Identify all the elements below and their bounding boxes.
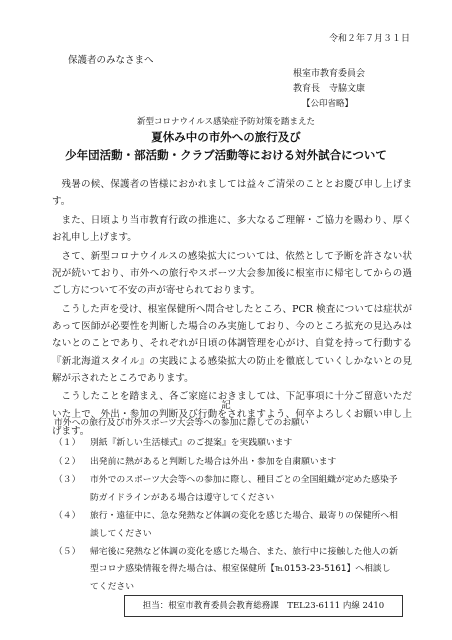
contact-info-box: 担当：根室市教育委員会教育総務課 TEL23-6111 内線 2410	[124, 595, 403, 617]
sender-name: 教育長 寺脇文康	[293, 84, 366, 94]
list-item-number: （２）	[54, 456, 81, 467]
list-item	[54, 435, 399, 452]
document-title-line-1: 夏休み中の市外への旅行及び	[151, 130, 301, 144]
list-item-text: 別紙『新しい生活様式』のご提案』を実践願います	[90, 438, 293, 448]
addressee: 保護者のみなさまへ	[68, 55, 154, 66]
document-date: 令和２年７月３１日	[328, 34, 410, 44]
body-paragraph-greeting: 残暑の候、保護者の皆様におかれましては益々ご清栄のこととお慶び申し上げます。	[52, 179, 412, 208]
list-item-number: （５）	[54, 547, 81, 558]
document-subtitle: 新型コロナウイルス感染症予防対策を踏まえた	[137, 117, 315, 127]
sender-organization: 根室市教育委員会	[293, 69, 366, 79]
list-item-number: （１）	[54, 438, 81, 448]
body-paragraph-pcr: こうした声を受け、根室保健所へ問合せしたところ、PCR 検査については症状があって医師が必要性を判断した場合のみ実施しており、今のところ拡充の見込みはないとのことであり、それぞれが日頃の体調管理を心がけ、自覚を持って行動する『新北海道スタイル』の実践による感染拡大の防止を徹底していくしかないとの見解が示されたところであります。	[52, 303, 412, 384]
list-item	[54, 544, 399, 596]
list-item-text: 出発前に熱があると判断した場合は外出・参加を自粛願います	[90, 456, 337, 467]
body-paragraph-thanks: また、日頃より当市教育行政の推進に、多大なるご理解・ご協力を賜わり、厚くお礼申し上げます。	[52, 214, 412, 244]
list-item-number: （３）	[54, 475, 81, 486]
list-item-text: 旅行・遠征中に、急な発熱など体調の変化を感じた場合、最寄りの保健所へ相談してください	[90, 511, 398, 539]
list-item-number: （４）	[54, 511, 81, 522]
body-paragraph-request: こうしたことを踏まえ、各ご家庭におきましては、下記事項に十分ご留意いただいた上で、外出・参加の判断及び行動をされますよう、何卒よろしくお願い申し上げます。	[52, 391, 412, 437]
list-item-text: 市外でのスポーツ大会等への参加に際し、種目ごとの全国組織が定めた感染予防ガイドラインがある場合は遵守してください	[90, 475, 398, 503]
list-item	[54, 472, 399, 506]
request-list	[54, 435, 399, 596]
body-paragraph-situation: さて、新型コロナウイルスの感染拡大については、依然として予断を許さない状況が続いており、市外への旅行やスポーツ大会参加後に根室市に帰宅してからの過ごし方について不安の声が寄せられております。	[52, 250, 412, 297]
list-item	[54, 454, 399, 471]
request-list-section	[54, 416, 399, 597]
document-title-line-2: 少年団活動・部活動・クラブ活動等における対外試合について	[65, 148, 387, 162]
request-list-heading: 市外への旅行及び市外スポーツ大会等への参加に際してのお願い	[54, 418, 309, 428]
seal-omitted-note: 【公印省略】	[302, 99, 354, 109]
list-item	[54, 508, 399, 542]
list-item-text: 帰宅後に発熱など体調の変化を感じた場合、また、旅行中に接触した他人の新型コロナ感染情報を得た場合は、根室保健所【℡0153-23-5161】へ相談してください	[90, 547, 398, 592]
ki-marker: 記	[221, 400, 231, 411]
